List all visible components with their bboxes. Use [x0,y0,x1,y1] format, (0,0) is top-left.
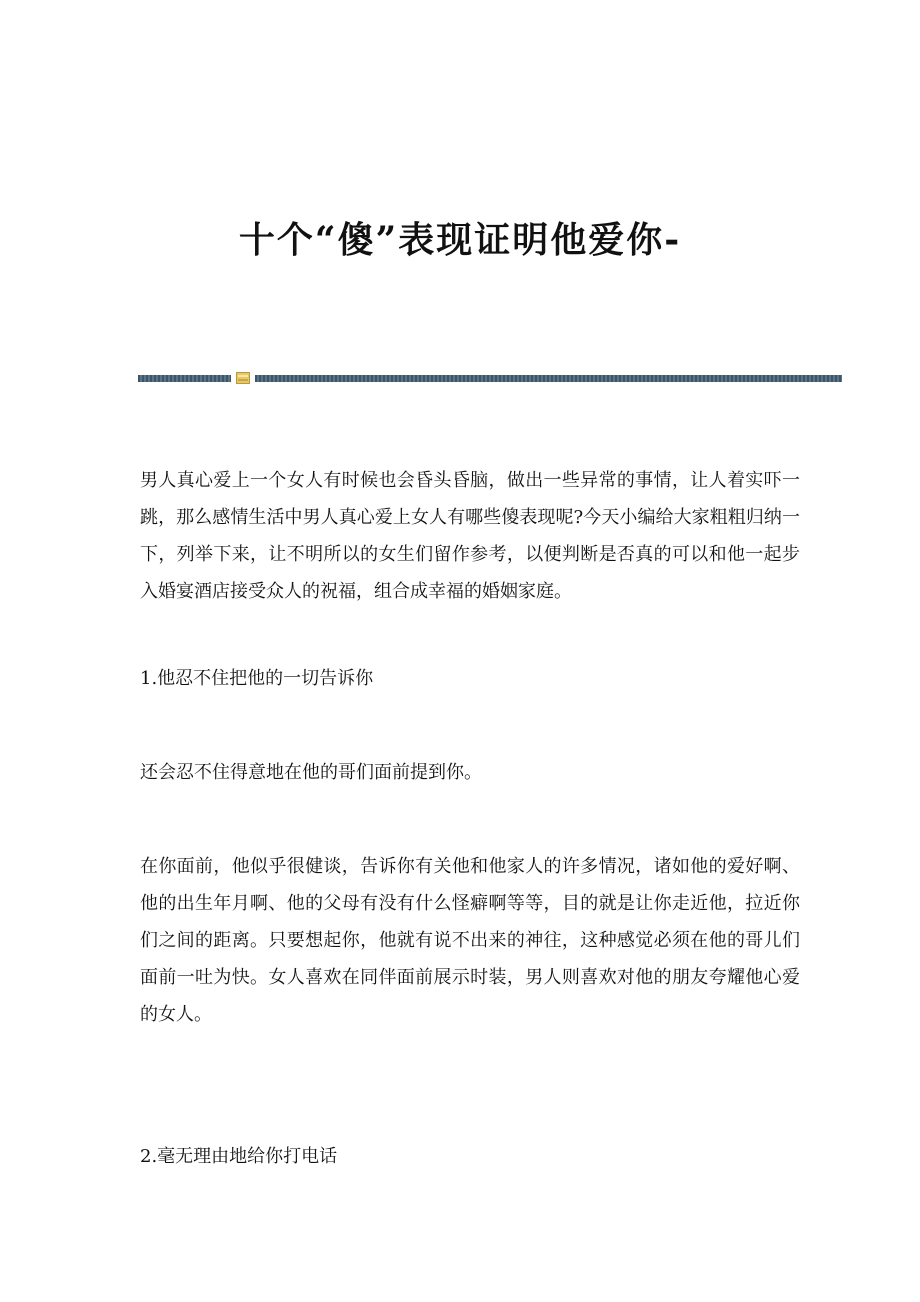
section-heading-2: 2.毫无理由地给你打电话 [140,1146,338,1167]
section-heading-1: 1.他忍不住把他的一切告诉你 [140,668,374,689]
intro-paragraph: 男人真心爱上一个女人有时候也会昏头昏脑，做出一些异常的事情，让人着实吓一跳，那么感情生活中男人真心爱上女人有哪些傻表现呢?今天小编给大家粗粗归纳一下，列举下来，让不明所以的女生们留作参考，以便判断是否真的可以和他一起步入婚宴酒店接受众人的祝福，组合成幸福的婚姻家庭。 [140,470,800,602]
divider-bar-right [255,375,842,382]
envelope-icon [236,372,250,384]
divider-bar-left [138,375,231,382]
document-title: 十个“傻”表现证明他爱你- [238,219,682,261]
body-paragraph-2: 还会忍不住得意地在他的哥们面前提到你。 [140,762,482,783]
title-divider [138,372,842,384]
body-paragraph-3: 在你面前，他似乎很健谈，告诉你有关他和他家人的许多情况，诸如他的爱好啊、他的出生年月啊、他的父母有没有什么怪癖啊等等，目的就是让你走近他，拉近你们之间的距离。只要想起你，他就有说不出来的神往，这种感觉必须在他的哥儿们面前一吐为快。女人喜欢在同伴面前展示时装，男人则喜欢对他的朋友夸耀他心爱的女人。 [140,856,800,1025]
